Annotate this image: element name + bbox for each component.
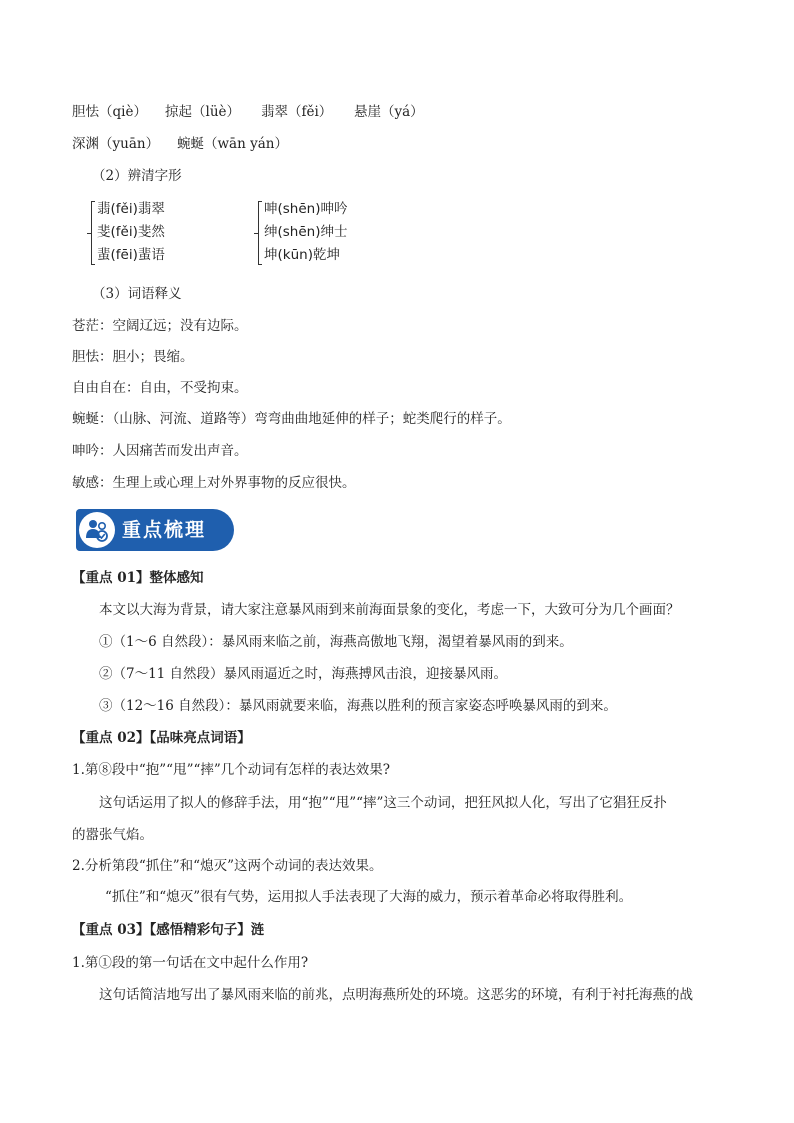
section-title: （3）词语释义 — [92, 286, 182, 302]
key-question: 本文以大海为背景，请大家注意暴风雨到来前海面景象的变化，考虑一下，大致可分为几个画面？ — [99, 602, 680, 618]
people-icon — [79, 512, 115, 548]
pinyin-item: 掠起（lüè） — [165, 104, 241, 120]
pinyin-item: 悬崖（yá） — [354, 104, 424, 120]
key-question: 1.第⑧段中“抱”“甩”“摔”几个动词有怎样的表达效果? — [72, 762, 391, 778]
definition-line: 呻吟：人因痛苦而发出声音。 — [72, 443, 248, 459]
section-title: （2）辨清字形 — [92, 168, 182, 184]
pinyin-item: 蜿蜒（wān yán） — [177, 136, 288, 152]
key-question: 1.第①段的第一句话在文中起什么作用? — [72, 955, 309, 971]
glyph-item: 蜚(fēi)蜚语 — [97, 247, 165, 263]
glyph-item: 斐(fěi)斐然 — [97, 224, 165, 240]
key-question: 2.分析第段“抓住”和“熄灭”这两个动词的表达效果。 — [72, 858, 383, 874]
glyph-item: 翡(fěi)翡翠 — [97, 201, 165, 217]
pinyin-item: 胆怯（qiè） — [72, 104, 147, 120]
definition-line: 胆怯：胆小；畏缩。 — [72, 349, 194, 365]
answer-line: 这句话运用了拟人的修辞手法，用“抱”“甩”“摔”这三个动词，把狂风拟人化，写出了它猖狂反扑 — [99, 795, 667, 811]
answer-line: “抓住”和“熄灭”很有气势，运用拟人手法表现了大海的威力，预示着革命必将取得胜利。 — [105, 889, 633, 905]
glyph-item: 坤(kūn)乾坤 — [264, 247, 340, 263]
definition-line: 敏感：生理上或心理上对外界事物的反应很快。 — [72, 475, 356, 491]
glyph-item: 呻(shēn)呻吟 — [264, 201, 348, 217]
answer-line: 的嚣张气焰。 — [72, 827, 153, 843]
section-banner — [76, 509, 234, 551]
key-heading: 【重点 01】整体感知 — [72, 570, 204, 586]
glyph-item: 绅(shēn)绅士 — [264, 224, 348, 240]
definition-line: 蜿蜒：（山脉、河流、道路等）弯弯曲曲地延伸的样子；蛇类爬行的样子。 — [72, 411, 511, 427]
key-item: ②（7～11 自然段）暴风雨逼近之时，海燕搏风击浪，迎接暴风雨。 — [99, 666, 508, 682]
pinyin-item: 翡翠（fěi） — [261, 104, 333, 120]
definition-line: 苍茫：空阔辽远；没有边际。 — [72, 318, 248, 334]
key-item: ③（12～16 自然段）：暴风雨就要来临，海燕以胜利的预言家姿态呼唤暴风雨的到来。 — [99, 698, 617, 714]
key-heading: 【重点 03】【感悟精彩句子】涟 — [72, 922, 265, 938]
answer-line: 这句话简洁地写出了暴风雨来临的前兆，点明海燕所处的环境。这恶劣的环境，有利于衬托海燕的战 — [99, 987, 693, 1003]
key-item: ①（1～6 自然段）：暴风雨来临之前，海燕高傲地飞翔，渴望着暴风雨的到来。 — [99, 634, 573, 650]
banner-title: 重点梳理 — [122, 519, 207, 541]
definition-line: 自由自在：自由，不受拘束。 — [72, 380, 248, 396]
key-heading: 【重点 02】【品味亮点词语】 — [72, 730, 251, 746]
pinyin-item: 深渊（yuān） — [72, 136, 160, 152]
